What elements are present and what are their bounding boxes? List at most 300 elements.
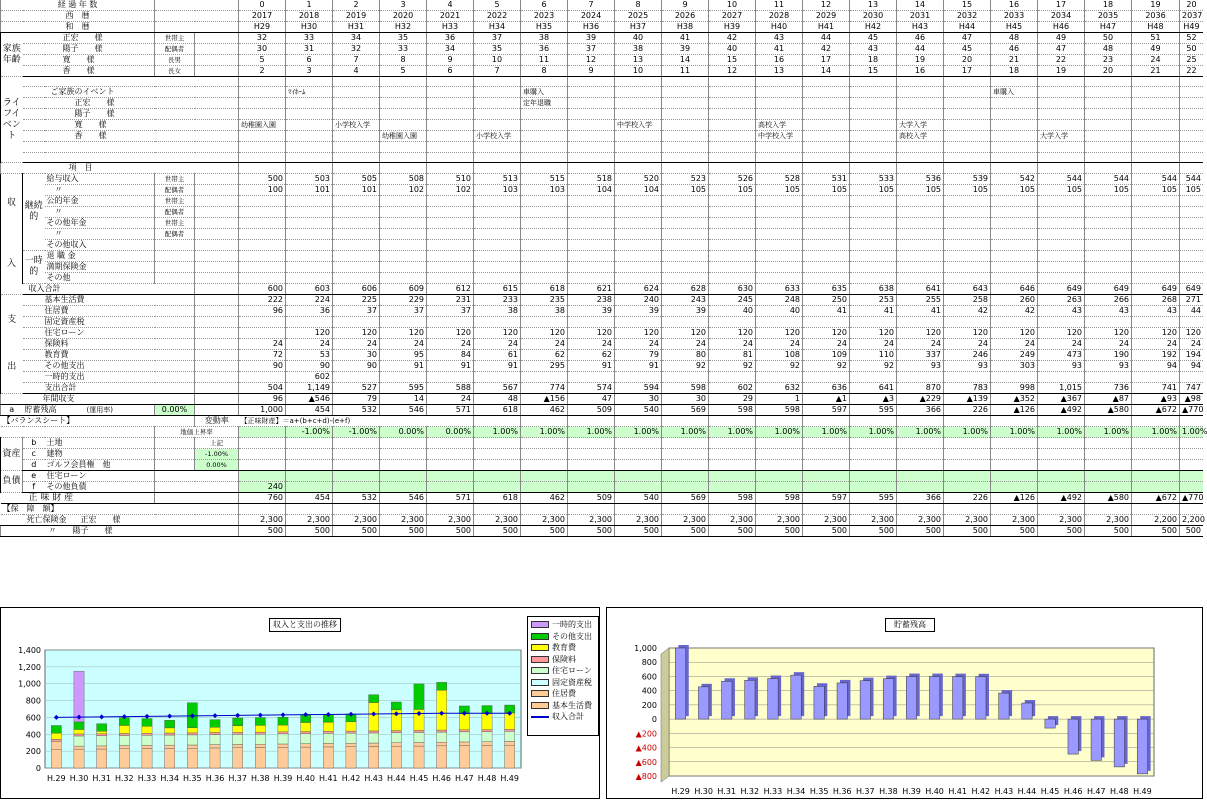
age-cell[interactable]: 39	[662, 44, 709, 55]
expense-item-name[interactable]: 教育費	[23, 350, 195, 361]
age-cell[interactable]: 47	[1038, 44, 1085, 55]
life-event-cell[interactable]	[803, 98, 850, 109]
income-value[interactable]	[568, 262, 615, 273]
age-cell[interactable]: 45	[944, 44, 991, 55]
income-value[interactable]: 526	[709, 174, 756, 185]
asset-value[interactable]	[333, 460, 380, 471]
age-cell[interactable]: 45	[850, 33, 897, 44]
asset-value[interactable]	[615, 438, 662, 449]
net-worth-value[interactable]: 760	[239, 493, 286, 504]
expense-value[interactable]	[1038, 372, 1085, 383]
life-event-cell[interactable]	[239, 87, 286, 98]
expense-value[interactable]	[1085, 372, 1132, 383]
era-value[interactable]: H31	[333, 22, 380, 33]
income-value[interactable]	[709, 196, 756, 207]
income-value[interactable]	[662, 218, 709, 229]
income-value[interactable]	[662, 240, 709, 251]
life-event-cell[interactable]	[615, 131, 662, 142]
expense-value[interactable]: 120	[615, 328, 662, 339]
asset-value[interactable]	[662, 438, 709, 449]
year-value[interactable]: 2029	[803, 11, 850, 22]
era-value[interactable]: H38	[662, 22, 709, 33]
event-cell[interactable]	[1085, 152, 1132, 162]
income-value[interactable]	[1180, 240, 1203, 251]
expense-value[interactable]: 62	[568, 350, 615, 361]
income-value[interactable]	[1038, 273, 1085, 284]
blank-cell[interactable]	[155, 438, 195, 449]
life-event-cell[interactable]	[286, 120, 333, 131]
era-value[interactable]: H40	[756, 22, 803, 33]
blank-cell[interactable]	[897, 504, 944, 515]
life-event-cell[interactable]: 車購入	[991, 87, 1038, 98]
income-value[interactable]	[286, 251, 333, 262]
income-value[interactable]: 105	[897, 185, 944, 196]
life-event-cell[interactable]	[897, 109, 944, 120]
life-event-cell[interactable]	[709, 98, 756, 109]
blank-cell[interactable]	[991, 163, 1038, 174]
income-total-value[interactable]: 630	[709, 284, 756, 295]
age-cell[interactable]: 10	[615, 66, 662, 77]
income-value[interactable]	[1132, 229, 1180, 240]
income-value[interactable]	[615, 273, 662, 284]
expense-value[interactable]: 24	[709, 339, 756, 350]
savings-chart-panel[interactable]	[606, 607, 1203, 799]
expense-value[interactable]: 120	[1038, 328, 1085, 339]
year-label[interactable]: 西 暦	[1, 11, 155, 22]
expense-value[interactable]: 24	[1038, 339, 1085, 350]
savings-value[interactable]: 226	[944, 405, 991, 416]
land-price-rate[interactable]: 1.00%	[897, 427, 944, 438]
era-value[interactable]: H45	[991, 22, 1038, 33]
life-event-cell[interactable]: 中学校入学	[756, 131, 803, 142]
life-event-cell[interactable]	[1132, 98, 1180, 109]
annual-balance-value[interactable]: 30	[662, 394, 709, 405]
expense-value[interactable]: 91	[568, 361, 615, 372]
year-value[interactable]: 2034	[1038, 11, 1085, 22]
age-cell[interactable]: 12	[709, 66, 756, 77]
savings-value[interactable]: 618	[474, 405, 521, 416]
income-value[interactable]	[1038, 240, 1085, 251]
event-cell[interactable]	[756, 142, 803, 152]
expense-value[interactable]: 39	[615, 306, 662, 317]
expense-value[interactable]: 24	[756, 339, 803, 350]
expense-value[interactable]: 90	[333, 361, 380, 372]
expense-value[interactable]	[756, 372, 803, 383]
asset-value[interactable]	[662, 449, 709, 460]
income-value[interactable]	[803, 229, 850, 240]
income-value[interactable]: 544	[1085, 174, 1132, 185]
year-index[interactable]: 15	[944, 0, 991, 11]
income-value[interactable]: 544	[1038, 174, 1085, 185]
age-cell[interactable]: 9	[568, 66, 615, 77]
age-cell[interactable]: 18	[850, 55, 897, 66]
year-index[interactable]: 2	[333, 0, 380, 11]
blank-cell[interactable]	[195, 229, 239, 240]
life-event-cell[interactable]	[709, 131, 756, 142]
insurance-value[interactable]: 2,300	[380, 515, 427, 526]
age-cell[interactable]: 49	[1132, 44, 1180, 55]
income-value[interactable]	[1132, 196, 1180, 207]
expense-value[interactable]: 24	[615, 339, 662, 350]
expense-value[interactable]: 120	[1132, 328, 1180, 339]
life-event-cell[interactable]	[474, 87, 521, 98]
expense-value[interactable]: 225	[333, 295, 380, 306]
income-value[interactable]	[944, 218, 991, 229]
net-worth-value[interactable]: 546	[380, 493, 427, 504]
life-event-cell[interactable]	[380, 98, 427, 109]
income-value[interactable]	[1085, 196, 1132, 207]
income-item-name[interactable]: 〃	[45, 185, 155, 196]
blank-cell[interactable]	[195, 405, 239, 416]
blank-cell[interactable]	[195, 361, 239, 372]
age-cell[interactable]: 25	[1180, 55, 1203, 66]
event-cell[interactable]	[1132, 152, 1180, 162]
annual-balance-value[interactable]: 30	[615, 394, 662, 405]
family-member-role[interactable]: 配偶者	[155, 44, 195, 55]
expense-value[interactable]: 337	[897, 350, 944, 361]
income-value[interactable]	[1180, 196, 1203, 207]
event-cell[interactable]	[239, 152, 286, 162]
expense-total-value[interactable]: 595	[380, 383, 427, 394]
expense-value[interactable]: 192	[1132, 350, 1180, 361]
life-event-cell[interactable]	[568, 120, 615, 131]
income-value[interactable]	[1132, 240, 1180, 251]
income-value[interactable]	[756, 273, 803, 284]
life-event-cell[interactable]	[709, 120, 756, 131]
income-item-name[interactable]: 満期保険金	[45, 262, 155, 273]
life-event-cell[interactable]	[991, 131, 1038, 142]
life-event-cell[interactable]	[615, 109, 662, 120]
insurance-value[interactable]: 2,300	[427, 515, 474, 526]
age-cell[interactable]: 41	[756, 44, 803, 55]
savings-value[interactable]: ▲492	[1038, 405, 1085, 416]
asset-value[interactable]	[1038, 460, 1085, 471]
income-value[interactable]	[521, 218, 568, 229]
net-worth-value[interactable]: 540	[615, 493, 662, 504]
blank-cell[interactable]	[155, 449, 195, 460]
blank-cell[interactable]	[521, 504, 568, 515]
blank-cell[interactable]	[195, 273, 239, 284]
age-cell[interactable]: 36	[521, 44, 568, 55]
era-value[interactable]: H46	[1038, 22, 1085, 33]
savings-value[interactable]: ▲126	[991, 405, 1038, 416]
income-value[interactable]	[427, 273, 474, 284]
expense-value[interactable]: 30	[333, 350, 380, 361]
income-value[interactable]	[897, 251, 944, 262]
blank-cell[interactable]	[333, 504, 380, 515]
expense-value[interactable]	[1085, 317, 1132, 328]
asset-name[interactable]: ゴルフ会員権 他	[45, 460, 155, 471]
expense-value[interactable]: 240	[615, 295, 662, 306]
savings-value[interactable]: 1,000	[239, 405, 286, 416]
life-event-cell[interactable]: 中学校入学	[615, 120, 662, 131]
expense-total-value[interactable]: 598	[662, 383, 709, 394]
year-value[interactable]: 2030	[850, 11, 897, 22]
expense-value[interactable]: 24	[897, 339, 944, 350]
income-item-role[interactable]: 配偶者	[155, 207, 195, 218]
event-cell[interactable]	[474, 152, 521, 162]
expense-total-value[interactable]: 504	[239, 383, 286, 394]
event-cell[interactable]	[709, 77, 756, 87]
life-event-cell[interactable]	[427, 109, 474, 120]
age-cell[interactable]: 3	[286, 66, 333, 77]
expense-value[interactable]: 24	[803, 339, 850, 350]
age-cell[interactable]: 30	[239, 44, 286, 55]
expense-value[interactable]: 258	[944, 295, 991, 306]
income-value[interactable]	[850, 262, 897, 273]
expense-value[interactable]: 43	[1132, 306, 1180, 317]
asset-value[interactable]	[1038, 449, 1085, 460]
life-event-cell[interactable]: 高校入学	[897, 131, 944, 142]
income-value[interactable]	[615, 240, 662, 251]
expense-value[interactable]: 37	[427, 306, 474, 317]
income-total-value[interactable]: 638	[850, 284, 897, 295]
blank-cell[interactable]	[615, 504, 662, 515]
liability-value[interactable]	[333, 471, 380, 482]
blank-cell[interactable]	[803, 416, 850, 427]
expense-value[interactable]: 93	[944, 361, 991, 372]
life-event-cell[interactable]	[1180, 87, 1203, 98]
expense-value[interactable]: 24	[239, 339, 286, 350]
blank-cell[interactable]	[427, 163, 474, 174]
asset-value[interactable]	[1085, 449, 1132, 460]
age-cell[interactable]: 39	[568, 33, 615, 44]
savings-value[interactable]: 598	[709, 405, 756, 416]
expense-total-value[interactable]: 567	[474, 383, 521, 394]
expense-value[interactable]: 473	[1038, 350, 1085, 361]
net-worth-value[interactable]: 454	[286, 493, 333, 504]
age-cell[interactable]: 12	[568, 55, 615, 66]
family-member-role[interactable]: 長男	[155, 55, 195, 66]
expense-value[interactable]: 24	[427, 339, 474, 350]
expense-value[interactable]: 91	[474, 361, 521, 372]
income-value[interactable]: 105	[1180, 185, 1203, 196]
blank-cell[interactable]	[1038, 163, 1085, 174]
expense-value[interactable]: 40	[709, 306, 756, 317]
expense-value[interactable]: 120	[662, 328, 709, 339]
income-value[interactable]	[709, 273, 756, 284]
event-cell[interactable]	[239, 142, 286, 152]
blank-cell[interactable]	[803, 504, 850, 515]
year-value[interactable]: 2035	[1085, 11, 1132, 22]
blank-cell[interactable]	[1, 526, 45, 537]
income-total-value[interactable]: 603	[286, 284, 333, 295]
liability-value[interactable]	[286, 482, 333, 493]
event-cell[interactable]	[380, 152, 427, 162]
life-event-cell[interactable]	[850, 98, 897, 109]
era-value[interactable]: H48	[1132, 22, 1180, 33]
life-event-cell[interactable]	[944, 120, 991, 131]
life-event-cell[interactable]	[1038, 109, 1085, 120]
expense-value[interactable]	[991, 317, 1038, 328]
income-value[interactable]	[568, 229, 615, 240]
event-cell[interactable]	[615, 77, 662, 87]
expense-value[interactable]: 120	[474, 328, 521, 339]
income-value[interactable]	[286, 273, 333, 284]
savings-value[interactable]: ▲672	[1132, 405, 1180, 416]
income-value[interactable]	[239, 218, 286, 229]
items-header[interactable]: 項 目	[45, 163, 239, 174]
blank-cell[interactable]	[756, 163, 803, 174]
blank-cell[interactable]	[239, 163, 286, 174]
event-cell[interactable]	[897, 77, 944, 87]
insurance-value[interactable]: 2,300	[239, 515, 286, 526]
income-section-label[interactable]	[1, 174, 23, 295]
expense-total-value[interactable]: 636	[803, 383, 850, 394]
life-event-cell[interactable]	[1085, 109, 1132, 120]
event-cell[interactable]	[803, 152, 850, 162]
net-worth-value[interactable]: 366	[897, 493, 944, 504]
age-cell[interactable]: 31	[286, 44, 333, 55]
life-event-cell[interactable]	[286, 131, 333, 142]
asset-value[interactable]	[615, 460, 662, 471]
liability-value[interactable]	[380, 482, 427, 493]
insurance-value[interactable]: 2,200	[1132, 515, 1180, 526]
expense-value[interactable]: 109	[803, 350, 850, 361]
expense-value[interactable]	[803, 372, 850, 383]
expense-value[interactable]: 40	[756, 306, 803, 317]
asset-prefix[interactable]: b	[23, 438, 45, 449]
year-value[interactable]: 2028	[756, 11, 803, 22]
expense-value[interactable]: 96	[239, 306, 286, 317]
income-value[interactable]	[615, 196, 662, 207]
income-value[interactable]	[1132, 273, 1180, 284]
income-value[interactable]	[850, 196, 897, 207]
annual-balance-label[interactable]: 年間収支	[23, 394, 195, 405]
expense-value[interactable]: 24	[991, 339, 1038, 350]
income-value[interactable]	[803, 262, 850, 273]
expense-value[interactable]: 72	[239, 350, 286, 361]
blank-cell[interactable]	[944, 504, 991, 515]
expense-value[interactable]: 24	[333, 339, 380, 350]
life-event-cell[interactable]	[803, 109, 850, 120]
life-event-cell[interactable]: 小学校入学	[333, 120, 380, 131]
asset-rate[interactable]: 上記	[195, 438, 239, 449]
life-event-cell[interactable]	[944, 98, 991, 109]
asset-name[interactable]: 建物	[45, 449, 155, 460]
income-value[interactable]	[427, 262, 474, 273]
income-value[interactable]	[756, 207, 803, 218]
asset-value[interactable]	[568, 438, 615, 449]
insurance-value[interactable]: 500	[991, 526, 1038, 537]
life-event-cell[interactable]	[1085, 131, 1132, 142]
asset-value[interactable]	[474, 460, 521, 471]
income-value[interactable]	[897, 273, 944, 284]
income-value[interactable]: 105	[662, 185, 709, 196]
expense-total-value[interactable]: 1,015	[1038, 383, 1085, 394]
event-cell[interactable]	[897, 142, 944, 152]
annual-balance-value[interactable]: ▲352	[991, 394, 1038, 405]
income-value[interactable]	[1085, 207, 1132, 218]
income-value[interactable]	[239, 273, 286, 284]
liability-value[interactable]	[474, 471, 521, 482]
expense-value[interactable]	[1132, 372, 1180, 383]
savings-value[interactable]: ▲770	[1180, 405, 1203, 416]
income-value[interactable]	[1085, 273, 1132, 284]
blank-cell[interactable]	[195, 372, 239, 383]
expense-value[interactable]: 24	[1180, 339, 1203, 350]
income-value[interactable]	[756, 240, 803, 251]
year-index[interactable]: 5	[474, 0, 521, 11]
income-value[interactable]	[380, 196, 427, 207]
income-value[interactable]	[521, 273, 568, 284]
net-worth-value[interactable]: ▲126	[991, 493, 1038, 504]
land-price-rate[interactable]: 1.00%	[756, 427, 803, 438]
income-value[interactable]	[1132, 262, 1180, 273]
liability-value[interactable]	[427, 471, 474, 482]
asset-value[interactable]	[756, 438, 803, 449]
age-cell[interactable]: 46	[897, 33, 944, 44]
blank-cell[interactable]	[23, 77, 239, 87]
expense-value[interactable]: 120	[897, 328, 944, 339]
net-worth-value[interactable]: 598	[709, 493, 756, 504]
liability-value[interactable]	[944, 482, 991, 493]
life-event-cell[interactable]	[1085, 87, 1132, 98]
family-member-name[interactable]: 陽子 様	[23, 44, 155, 55]
life-event-cell[interactable]	[1180, 109, 1203, 120]
income-value[interactable]	[850, 218, 897, 229]
asset-value[interactable]	[897, 438, 944, 449]
insurance-value[interactable]: 500	[944, 526, 991, 537]
annual-balance-value[interactable]: ▲139	[944, 394, 991, 405]
expense-value[interactable]: 93	[1038, 361, 1085, 372]
expense-value[interactable]	[474, 317, 521, 328]
event-cell[interactable]	[850, 142, 897, 152]
event-cell[interactable]	[803, 77, 850, 87]
age-cell[interactable]: 18	[991, 66, 1038, 77]
age-cell[interactable]: 21	[1132, 66, 1180, 77]
blank-cell[interactable]	[756, 504, 803, 515]
expense-value[interactable]: 224	[286, 295, 333, 306]
expense-value[interactable]: 36	[286, 306, 333, 317]
expense-value[interactable]: 80	[662, 350, 709, 361]
expense-value[interactable]: 602	[286, 372, 333, 383]
insurance-value[interactable]: 2,300	[709, 515, 756, 526]
asset-value[interactable]	[709, 460, 756, 471]
asset-value[interactable]	[427, 449, 474, 460]
income-value[interactable]	[897, 207, 944, 218]
net-worth-value[interactable]: 226	[944, 493, 991, 504]
event-cell[interactable]	[521, 152, 568, 162]
insurance-value[interactable]: 500	[474, 526, 521, 537]
blank-cell[interactable]	[521, 163, 568, 174]
income-value[interactable]	[568, 273, 615, 284]
income-expense-chart-panel[interactable]	[0, 607, 600, 799]
age-cell[interactable]: 37	[568, 44, 615, 55]
blank-cell[interactable]	[1180, 416, 1203, 427]
income-item-role[interactable]: 世帯主	[155, 174, 195, 185]
income-value[interactable]	[1085, 251, 1132, 262]
age-cell[interactable]: 38	[521, 33, 568, 44]
income-value[interactable]: 105	[944, 185, 991, 196]
asset-value[interactable]	[427, 460, 474, 471]
year-value[interactable]: 2025	[615, 11, 662, 22]
annual-balance-value[interactable]: ▲229	[897, 394, 944, 405]
event-cell[interactable]	[521, 77, 568, 87]
life-event-cell[interactable]	[239, 98, 286, 109]
life-event-cell[interactable]	[521, 109, 568, 120]
age-cell[interactable]: 4	[333, 66, 380, 77]
income-value[interactable]: 104	[615, 185, 662, 196]
blank-cell[interactable]	[155, 471, 239, 482]
event-cell[interactable]	[1132, 77, 1180, 87]
expense-value[interactable]: 92	[756, 361, 803, 372]
expense-value[interactable]	[427, 372, 474, 383]
year-index[interactable]: 19	[1132, 0, 1180, 11]
blank-cell[interactable]	[474, 416, 521, 427]
expense-value[interactable]: 93	[897, 361, 944, 372]
age-cell[interactable]: 5	[380, 66, 427, 77]
